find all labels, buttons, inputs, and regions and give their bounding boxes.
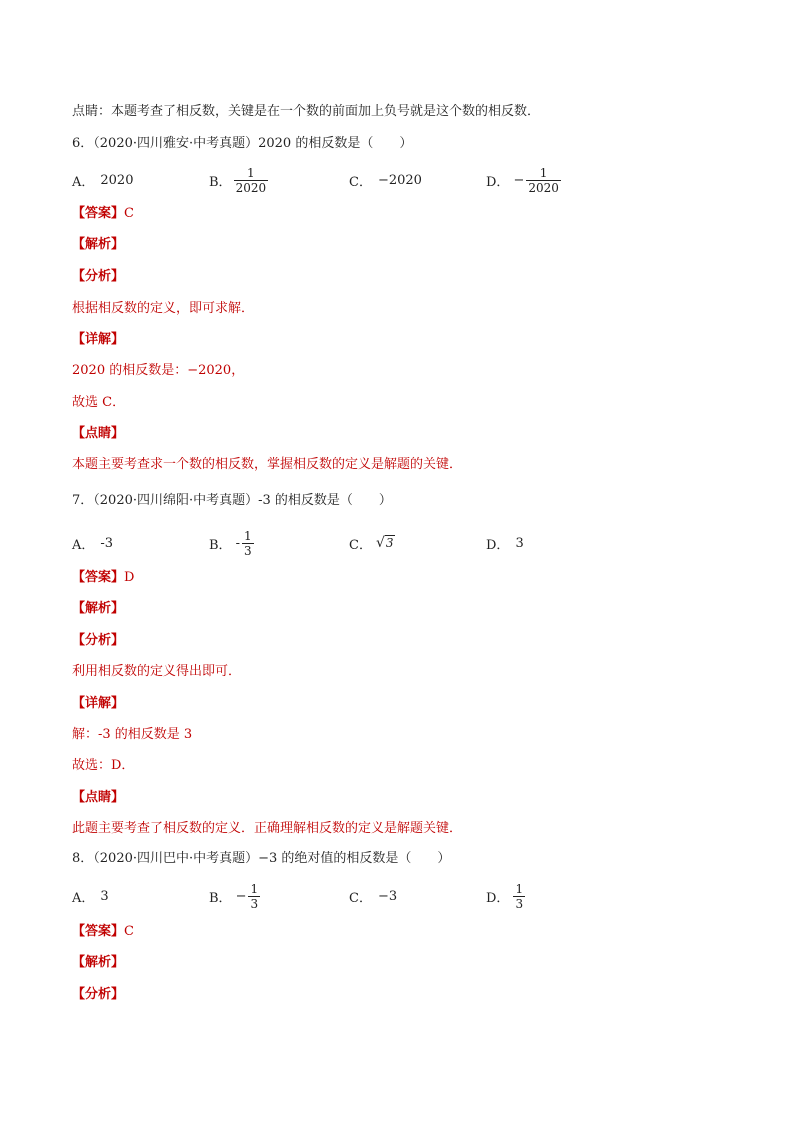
option-label: C． <box>349 174 372 190</box>
fraction <box>526 166 561 195</box>
q7-option-a <box>72 525 113 561</box>
q6-fenxi-text: 根据相反数的定义，即可求解． <box>72 301 255 316</box>
minus-sign: − <box>235 888 247 904</box>
q6-option-b <box>209 162 268 198</box>
q6-jiexi-heading: 【解析】 <box>72 237 125 252</box>
q8-stem: 8．（2020·四川巴中·中考真题）−3 的绝对值的相反数是（ ） <box>72 851 451 866</box>
q7-xiangjie-heading: 【详解】 <box>72 696 125 711</box>
denominator: 2020 <box>528 180 559 195</box>
q8-option-c <box>349 878 397 914</box>
radicand: 3 <box>385 536 394 550</box>
denominator: 2020 <box>235 180 267 195</box>
answer-value: C <box>124 206 134 221</box>
option-label: D． <box>486 537 510 553</box>
q7-option-c <box>349 525 395 561</box>
q6-stem: 6．（2020·四川雅安·中考真题）2020 的相反数是（ ） <box>72 136 413 151</box>
q8-option-d <box>486 878 525 914</box>
q6-detail-2: 故选 C． <box>72 395 126 410</box>
q7-detail-1: 解：-3 的相反数是 3 <box>72 727 193 742</box>
q8-fenxi-heading: 【分析】 <box>72 987 125 1002</box>
option-label: D． <box>486 174 510 190</box>
numerator: 1 <box>539 165 548 180</box>
q7-fenxi-text: 利用相反数的定义得出即可． <box>72 664 242 679</box>
minus-sign: - <box>235 535 240 551</box>
q6-option-a <box>72 162 133 198</box>
fraction <box>234 166 269 195</box>
q7-stem: 7．（2020·四川绵阳·中考真题）-3 的相反数是（ ） <box>72 493 392 508</box>
option-value: 2020 <box>100 172 134 188</box>
top-note: 点睛：本题考查了相反数，关键是在一个数的前面加上负号就是这个数的相反数． <box>72 104 541 119</box>
option-label: B． <box>209 890 232 906</box>
q7-answer <box>72 569 134 587</box>
option-label: B． <box>209 537 232 553</box>
minus-sign: − <box>513 172 525 188</box>
q6-dianjing-text: 本题主要考查求一个数的相反数，掌握相反数的定义是解题的关键． <box>72 457 463 472</box>
numerator: 1 <box>515 881 524 896</box>
denominator: 3 <box>243 543 252 558</box>
denominator: 3 <box>250 896 259 911</box>
option-label: A． <box>72 537 95 553</box>
option-label: A． <box>72 890 95 906</box>
q8-answer <box>72 923 134 941</box>
q8-option-a <box>72 878 109 914</box>
q6-dianjing-heading: 【点睛】 <box>72 426 125 441</box>
answer-tag: 【答案】 <box>72 570 125 585</box>
q7-jiexi-heading: 【解析】 <box>72 601 125 616</box>
square-root <box>376 535 395 551</box>
q7-dianjing-text: 此题主要考查了相反数的定义．正确理解相反数的定义是解题关键． <box>72 821 463 836</box>
numerator: 1 <box>243 528 252 543</box>
numerator: 1 <box>250 881 259 896</box>
q6-xiangjie-heading: 【详解】 <box>72 332 125 347</box>
option-value: −2020 <box>377 172 422 188</box>
q8-option-b <box>209 878 260 914</box>
q6-detail-1: 2020 的相反数是：−2020， <box>72 363 245 378</box>
option-label: C． <box>349 537 372 553</box>
radical-sign-icon: √ <box>375 535 385 551</box>
q6-answer <box>72 205 134 223</box>
q8-options <box>72 878 632 914</box>
numerator: 1 <box>247 165 255 180</box>
answer-tag: 【答案】 <box>72 206 125 221</box>
answer-tag: 【答案】 <box>72 924 125 939</box>
q6-fenxi-heading: 【分析】 <box>72 269 125 284</box>
option-label: C． <box>349 890 372 906</box>
q7-detail-2: 故选：D． <box>72 758 135 773</box>
q6-option-d <box>486 162 561 198</box>
q6-options <box>72 162 632 198</box>
option-value: 3 <box>515 535 524 551</box>
option-value: 3 <box>100 888 109 904</box>
option-label: D． <box>486 890 510 906</box>
q7-option-d <box>486 525 524 561</box>
fraction <box>242 529 254 558</box>
option-label: B． <box>209 174 232 190</box>
q7-options <box>72 525 632 561</box>
q7-dianjing-heading: 【点睛】 <box>72 790 125 805</box>
q8-jiexi-heading: 【解析】 <box>72 955 125 970</box>
q7-option-b <box>209 525 254 561</box>
answer-value: D <box>124 570 135 585</box>
option-value: −3 <box>377 888 398 904</box>
answer-value: C <box>124 924 134 939</box>
denominator: 3 <box>515 896 524 911</box>
q7-fenxi-heading: 【分析】 <box>72 633 125 648</box>
option-label: A． <box>72 174 95 190</box>
fraction <box>248 882 260 911</box>
q6-option-c <box>349 162 422 198</box>
fraction <box>513 882 525 911</box>
option-value: -3 <box>100 535 114 551</box>
